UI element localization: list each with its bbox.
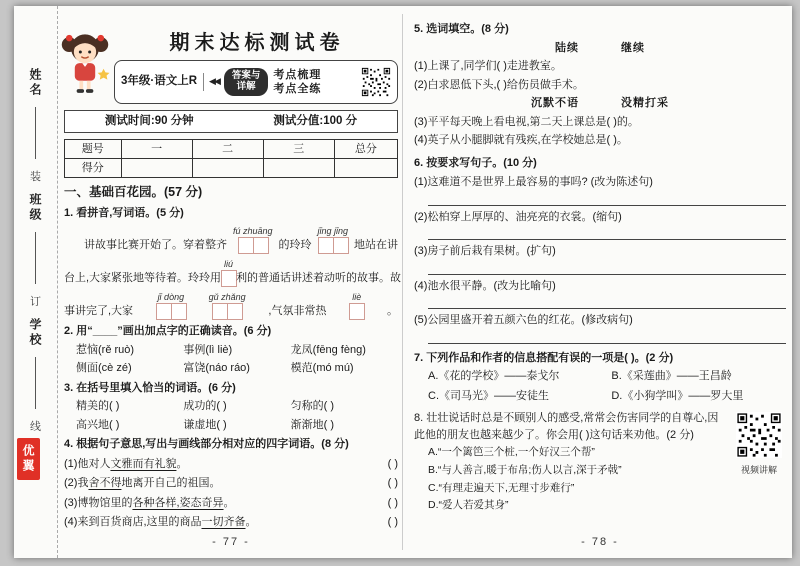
section-1-title: 一、基础百花园。(57 分)	[64, 185, 203, 199]
q2-choices	[64, 342, 398, 377]
q6-sentence: (2)松柏穿上厚厚的、油亮亮的衣裳。(缩句)	[414, 210, 622, 223]
answer-box	[349, 303, 365, 320]
qr-code-video-icon	[736, 412, 782, 458]
score-table	[64, 139, 398, 178]
q4-post: 。	[223, 496, 235, 509]
choice-word: 没精打采	[621, 97, 669, 109]
option-item: D.“爱人若爱其身”	[428, 499, 509, 512]
q2-label: 2. 用“____”画出加点字的正确读音。(6 分)	[64, 325, 272, 338]
choice-word: 继续	[621, 41, 645, 54]
scanned-test-paper	[14, 6, 792, 558]
option-item: D.《小狗学叫》——罗大里	[611, 389, 744, 402]
q5-item: (1)上课了,同学们( )走进教室。	[414, 60, 562, 72]
video-qr-block	[732, 412, 786, 477]
left-arrows-icon: ◀◀	[209, 76, 219, 87]
score-header-cell: 二	[192, 140, 263, 159]
pinyin-choice-item: 惹恼(rě ruò)	[76, 343, 135, 356]
fill-blank-item: 谦虚地( )	[183, 418, 227, 431]
q4-label: 4. 根据句子意思,写出与画线部分相对应的四字词语。(8 分)	[64, 438, 349, 451]
q1-line-2	[64, 254, 402, 287]
pinyin-box-group	[233, 227, 273, 254]
writing-boxes	[212, 303, 242, 320]
writing-boxes	[349, 303, 364, 320]
choice-word: 陆续	[555, 41, 579, 54]
pinyin-choice-item: 侧面(cè zé)	[76, 362, 132, 375]
school-field-label: 学校	[28, 318, 42, 348]
edition-label: 3年级·语文上R	[121, 73, 204, 90]
answer-line	[428, 294, 786, 309]
answer-paren: ( )	[387, 516, 398, 529]
choice-word: 沉默不语	[531, 97, 579, 109]
q1-text: 讲故事比赛开始了。穿着整齐	[84, 238, 227, 251]
pinyin-choice-item: 事例(lì liè)	[183, 343, 233, 356]
q3-label: 3. 在括号里填入恰当的词语。(6 分)	[64, 381, 236, 394]
binding-char-ding: 订	[30, 296, 41, 308]
q6-sentence: (4)池水很平静。(改为比喻句)	[414, 279, 556, 292]
q8-question: 8. 壮壮说话时总是不顾别人的感受,常常会伤害同学的自尊心,因此他的朋友也越来越少了。你会用( )这句话来劝他。(2 分)	[414, 412, 719, 441]
score-empty-cell	[334, 159, 397, 178]
page-number-left: - 77 -	[212, 535, 250, 548]
test-time-label: 测试时间:90 分钟	[104, 114, 194, 127]
name-field-label: 姓名	[28, 68, 42, 98]
q4-item	[64, 514, 398, 531]
pinyin-label: jī dòng	[157, 292, 185, 303]
option-item: A.“一个篱笆三个桩,一个好汉三个帮”	[428, 446, 595, 458]
q7-options	[414, 368, 786, 404]
edition-info-box	[114, 60, 398, 104]
right-page	[414, 18, 786, 550]
option-item: B.“与人善言,暖于布帛;伤人以言,深于矛戟”	[428, 463, 622, 476]
q1-text: 台上,大家紧张地等待着。玲玲用	[64, 271, 222, 284]
q6-sentence: (1)这难道不是世界上最容易的事吗? (改为陈述句)	[414, 176, 653, 188]
writing-boxes	[238, 237, 268, 254]
q5-item: (4)英子从小腿脚就有残疾,在学校她总是( )。	[414, 134, 628, 146]
page-number-right: - 78 -	[581, 535, 619, 548]
pinyin-choice-item: 模范(mó mú)	[290, 362, 354, 375]
q1-text: 。	[387, 304, 398, 317]
publisher-logo: 优翼	[17, 438, 40, 480]
option-item: A.《花的学校》——泰戈尔	[428, 370, 560, 382]
pinyin-box-group	[221, 260, 236, 287]
answer-badge	[224, 68, 269, 96]
class-fill-line	[35, 232, 36, 284]
fill-blank-item: 成功的( )	[183, 400, 227, 413]
answer-paren: ( )	[387, 477, 398, 490]
q8-block	[414, 410, 786, 514]
score-table-score-row	[65, 159, 398, 178]
writing-boxes	[221, 270, 236, 287]
score-row-label: 得分	[65, 159, 122, 178]
q1-text: 利的普通话讲述着动听的故事。故	[236, 271, 402, 284]
paper-title: 期末达标测试卷	[169, 32, 345, 54]
q1-label: 1. 看拼音,写词语。(5 分)	[64, 206, 184, 219]
q4-sentence	[64, 514, 257, 531]
fill-blank-item: 高兴地( )	[76, 418, 120, 431]
q1-line-3	[64, 287, 398, 320]
writing-boxes	[156, 303, 186, 320]
pinyin-label: liè	[352, 292, 362, 303]
q4-item	[64, 456, 398, 473]
q4-pre: (2)我	[64, 477, 89, 490]
score-table-header-row	[65, 140, 398, 159]
q4-pre: (3)博物馆里的	[64, 496, 133, 509]
score-header-cell: 三	[263, 140, 334, 159]
q6-sentence: (3)房子前后栽有果树。(扩句)	[414, 245, 556, 257]
q4-underlined: 各种各样,姿态奇异	[132, 496, 224, 509]
answer-paren: ( )	[387, 496, 398, 509]
q4-sentence	[64, 475, 220, 492]
answer-badge-line1: 答案与	[231, 70, 261, 82]
pinyin-box-group	[317, 227, 348, 254]
score-header-cell: 一	[121, 140, 192, 159]
pinyin-label: gǔ zhǎng	[208, 292, 246, 303]
q6-item	[414, 278, 786, 310]
q4-pre: (4)来到百货商店,这里的商品	[64, 516, 202, 529]
score-empty-cell	[192, 159, 263, 178]
answer-box	[156, 303, 172, 320]
test-score-label: 测试分值:100 分	[273, 114, 358, 127]
answer-box	[318, 237, 334, 254]
q5-word-pair-1	[414, 40, 786, 57]
q1-text: 事讲完了,大家	[64, 304, 134, 317]
q4-post: 。	[176, 457, 188, 470]
q4-post: 。	[245, 516, 257, 529]
q4-sentence	[64, 495, 235, 512]
answer-box	[221, 270, 237, 287]
q6-item	[414, 174, 786, 206]
q4-post: 地离开自己的祖国。	[121, 477, 221, 490]
option-item: C.《司马光》——安徒生	[428, 389, 549, 402]
score-empty-cell	[263, 159, 334, 178]
q4-pre: (1)他对人	[64, 457, 111, 470]
page-gutter-divider	[402, 14, 403, 550]
fill-blank-item: 精美的( )	[76, 400, 120, 413]
pinyin-box-group	[156, 293, 186, 320]
q5-word-pair-2	[414, 95, 786, 112]
q1-text: ,气氛非常热	[268, 304, 327, 317]
q6-item	[414, 209, 786, 241]
cartoon-girl-illustration	[56, 26, 114, 104]
key-points-badge	[273, 68, 321, 97]
q1-text: 地站在讲	[353, 238, 398, 251]
score-header-cell: 总分	[334, 140, 397, 159]
q3-fill-items	[64, 398, 398, 433]
name-fill-line	[35, 107, 36, 159]
pinyin-label: liú	[224, 259, 234, 270]
q5-item: (2)白求恩低下头,( )给伤员做手术。	[414, 78, 584, 91]
score-header-cell: 题号	[65, 140, 122, 159]
option-item: B.《采莲曲》——王昌龄	[611, 370, 732, 382]
key-points-line1: 考点梳理	[273, 68, 322, 81]
paper-header	[64, 18, 398, 106]
qr-caption: 视频讲解	[740, 464, 777, 475]
q6-label: 6. 按要求写句子。(10 分)	[414, 156, 537, 169]
binding-sidebar	[14, 6, 58, 558]
answer-box	[227, 303, 243, 320]
q6-item	[414, 243, 786, 275]
q6-item	[414, 312, 786, 344]
q4-sentence	[64, 456, 187, 473]
writing-boxes	[318, 237, 348, 254]
answer-line	[428, 191, 786, 206]
binding-char-zhuang: 装	[30, 171, 41, 183]
school-fill-line	[35, 357, 36, 409]
pinyin-choice-item: 龙凤(fēng fèng)	[290, 343, 366, 356]
test-info-strip	[64, 110, 398, 133]
q6-sentence: (5)公园里盛开着五颜六色的红花。(修改病句)	[414, 314, 633, 326]
answer-paren: ( )	[387, 457, 398, 470]
answer-box	[253, 237, 269, 254]
q5-item: (3)平平每天晚上看电视,第二天上课总是( )的。	[414, 115, 639, 128]
q4-underlined: 一切齐备	[201, 516, 246, 529]
pinyin-label: fú zhuāng	[232, 226, 273, 237]
answer-box	[171, 303, 187, 320]
class-field-label: 班级	[28, 193, 42, 223]
qr-code-header-icon	[361, 67, 391, 97]
fill-blank-item: 渐渐地( )	[290, 418, 335, 431]
fill-blank-item: 匀称的( )	[290, 400, 335, 413]
q4-item	[64, 495, 398, 512]
q1-line-1	[64, 221, 398, 254]
pinyin-box-group	[209, 293, 246, 320]
score-empty-cell	[121, 159, 192, 178]
option-item: C.“有理走遍天下,无理寸步难行”	[428, 481, 575, 494]
answer-box	[238, 237, 254, 254]
answer-line	[428, 260, 786, 275]
q1-text: 的玲玲	[278, 238, 312, 251]
pinyin-choice-item: 富饶(náo ráo)	[183, 362, 250, 375]
pinyin-box-group	[349, 293, 364, 320]
binding-char-xian: 线	[30, 421, 41, 433]
q4-underlined: 舍不得	[88, 477, 122, 490]
pinyin-label: jīng jīng	[317, 226, 348, 237]
answer-box	[212, 303, 228, 320]
answer-line	[428, 225, 786, 240]
q4-underlined: 文雅而有礼貌	[110, 457, 177, 470]
q7-label: 7. 下列作品和作者的信息搭配有误的一项是( )。(2 分)	[414, 351, 674, 364]
q5-label: 5. 选词填空。(8 分)	[414, 23, 509, 35]
q4-item	[64, 475, 398, 492]
key-points-line2: 考点全练	[273, 83, 322, 95]
answer-line	[428, 329, 786, 344]
answer-badge-line2: 详解	[236, 81, 256, 92]
left-page	[64, 18, 402, 550]
answer-box	[333, 237, 349, 254]
